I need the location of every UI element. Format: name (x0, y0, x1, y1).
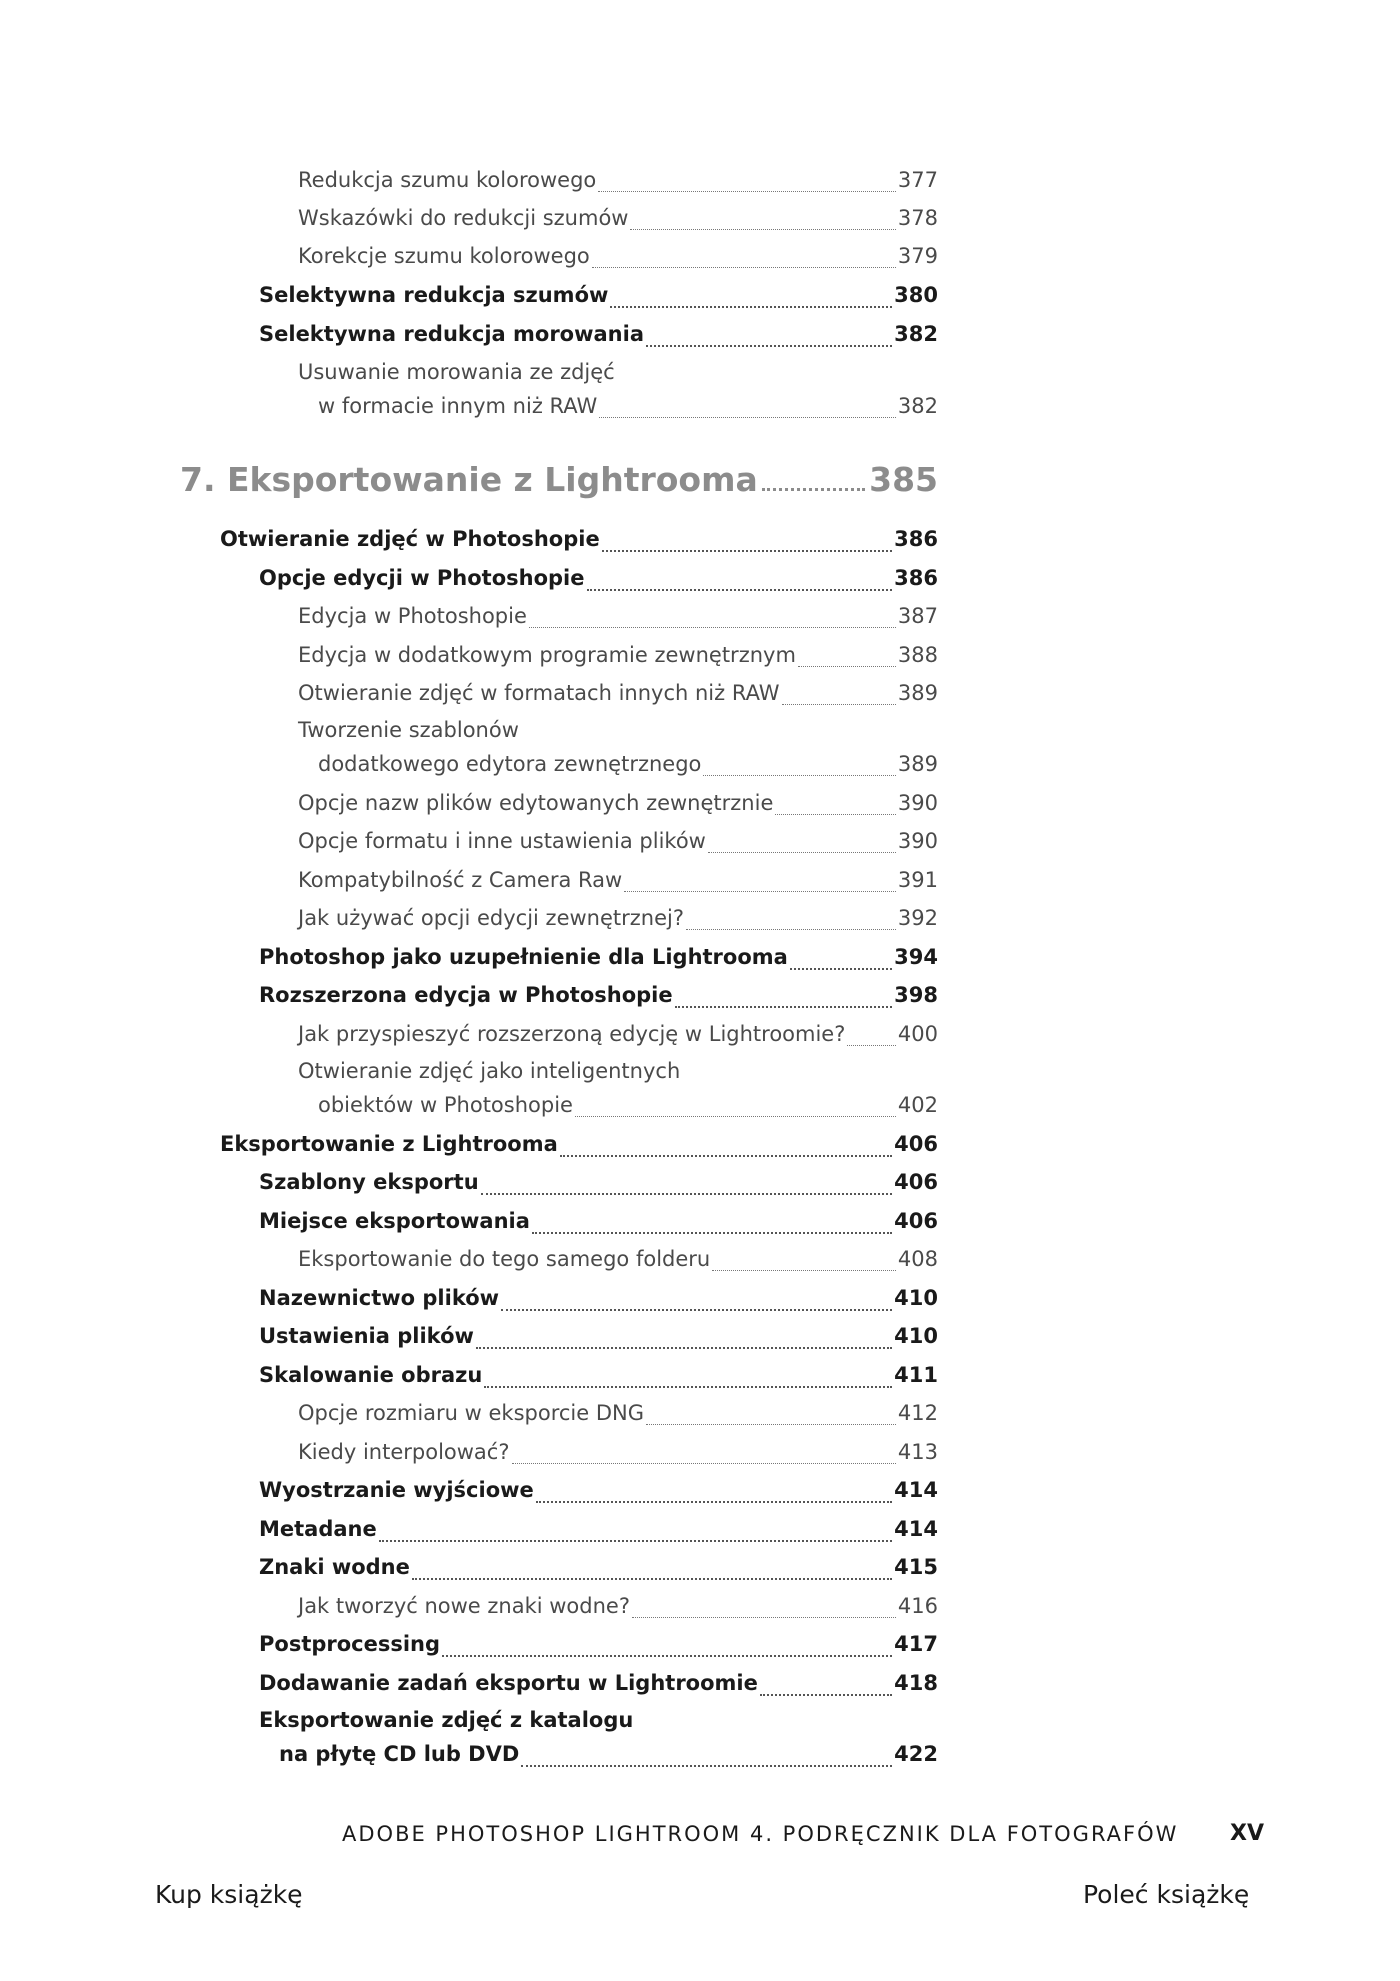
toc-page-number: 392 (897, 906, 938, 930)
toc-page-number: 398 (894, 983, 938, 1007)
toc-page-number: 394 (894, 945, 938, 969)
toc-entry-label: Korekcje szumu kolorowego (298, 244, 590, 268)
toc-entry-label: Postprocessing (259, 1632, 441, 1656)
toc-entry (298, 829, 938, 859)
toc-entry (298, 1022, 938, 1052)
toc-entry-label-line2: na płytę CD lub DVD (279, 1742, 520, 1766)
toc-page-number: 388 (897, 643, 938, 667)
toc-entry (298, 394, 938, 424)
toc-entry (298, 1440, 938, 1470)
toc-page-number: 422 (894, 1742, 938, 1766)
toc-page-number: 406 (894, 1132, 938, 1156)
toc-entry-label: Opcje rozmiaru w eksporcie DNG (298, 1401, 645, 1425)
toc-entry-label-line1: Usuwanie morowania ze zdjęć (298, 360, 615, 384)
toc-entry (259, 322, 938, 352)
toc-page-number: 413 (897, 1440, 938, 1464)
toc-page-number: 389 (897, 752, 938, 776)
toc-entry-label: Kiedy interpolować? (298, 1440, 510, 1464)
toc-entry-label: Redukcja szumu kolorowego (298, 168, 597, 192)
toc-page-number: 417 (894, 1632, 938, 1656)
dot-leader (790, 967, 892, 970)
toc-entry-label: Jak używać opcji edycji zewnętrznej? (298, 906, 685, 930)
toc-entry-label: Jak przyspieszyć rozszerzoną edycję w Lightroomie? (298, 1022, 846, 1046)
dot-leader (602, 549, 892, 552)
toc-entry-label: Eksportowanie z Lightrooma (220, 1132, 558, 1156)
dot-leader (712, 1269, 896, 1271)
toc-entry (220, 527, 938, 557)
toc-entry (298, 1247, 938, 1277)
toc-entry (259, 1517, 938, 1547)
toc-entry-label-line1: Eksportowanie zdjęć z katalogu (259, 1708, 634, 1732)
toc-entry-label: Rozszerzona edycja w Photoshopie (259, 983, 673, 1007)
toc-entry (298, 906, 938, 936)
dot-leader (529, 626, 896, 628)
recommend-book-link[interactable]: Poleć książkę (1083, 1880, 1250, 1909)
toc-page-number: 380 (894, 283, 938, 307)
toc-entry (259, 1324, 938, 1354)
toc-page-number: 410 (894, 1286, 938, 1310)
chapter-heading (180, 460, 938, 499)
toc-page-number: 391 (897, 868, 938, 892)
toc-entry (259, 1742, 938, 1772)
toc-page-number: 377 (897, 168, 938, 192)
dot-leader (847, 1044, 896, 1046)
toc-page-number: 411 (894, 1363, 938, 1387)
toc-page-number: 410 (894, 1324, 938, 1348)
dot-leader (798, 665, 896, 667)
toc-entry-label: Metadane (259, 1517, 377, 1541)
toc-entry-label: Znaki wodne (259, 1555, 410, 1579)
dot-leader (560, 1154, 892, 1157)
toc-entry (298, 168, 938, 198)
toc-entry (298, 791, 938, 821)
toc-entry (298, 752, 938, 782)
toc-entry-label: Photoshop jako uzupełnienie dla Lightrooma (259, 945, 788, 969)
toc-entry-label: Selektywna redukcja szumów (259, 283, 609, 307)
toc-entry (259, 1209, 938, 1239)
toc-entry-label: Kompatybilność z Camera Raw (298, 868, 623, 892)
toc-entry-label-line1: Otwieranie zdjęć jako inteligentnych (298, 1059, 681, 1083)
dot-leader (598, 190, 896, 192)
buy-book-link[interactable]: Kup książkę (155, 1880, 303, 1909)
toc-entry (298, 681, 938, 711)
toc-page-number: 415 (894, 1555, 938, 1579)
dot-leader (646, 1423, 896, 1425)
toc-entry-label: Selektywna redukcja morowania (259, 322, 644, 346)
dot-leader (481, 1192, 893, 1195)
dot-leader (630, 228, 895, 230)
toc-entry (298, 1401, 938, 1431)
toc-page-number: 418 (894, 1671, 938, 1695)
toc-entry-label: Opcje edycji w Photoshopie (259, 566, 585, 590)
dot-leader (775, 813, 896, 815)
toc-entry (298, 643, 938, 673)
dot-leader (501, 1308, 892, 1311)
toc-page-number: 382 (897, 394, 938, 418)
toc-entry-label: Opcje formatu i inne ustawienia plików (298, 829, 706, 853)
toc-page-number: 389 (897, 681, 938, 705)
toc-entry-label: Opcje nazw plików edytowanych zewnętrznie (298, 791, 774, 815)
toc-entry (259, 283, 938, 313)
toc-entry-label-line2: obiektów w Photoshopie (318, 1093, 573, 1117)
toc-entry (259, 1170, 938, 1200)
dot-leader (610, 305, 892, 308)
dot-leader (521, 1764, 892, 1767)
toc-entry (259, 1363, 938, 1393)
toc-page-number: 390 (897, 829, 938, 853)
chapter-page-number: 385 (869, 460, 938, 499)
toc-entry-label: Edycja w Photoshopie (298, 604, 527, 628)
dot-leader (442, 1654, 892, 1657)
dot-leader (484, 1385, 892, 1388)
toc-entry-label-line2: dodatkowego edytora zewnętrznego (318, 752, 702, 776)
toc-entry-label: Otwieranie zdjęć w Photoshopie (220, 527, 600, 551)
toc-entry (259, 983, 938, 1013)
toc-entry (298, 1093, 938, 1123)
toc-entry (259, 1632, 938, 1662)
dot-leader (782, 703, 896, 705)
toc-page-number: 379 (897, 244, 938, 268)
toc-page-number: 387 (897, 604, 938, 628)
toc-entry (259, 945, 938, 975)
toc-page-number: 386 (894, 527, 938, 551)
toc-page-number: 378 (897, 206, 938, 230)
toc-page-number: 400 (897, 1022, 938, 1046)
dot-leader (703, 774, 896, 776)
toc-entry (298, 868, 938, 898)
toc-page-number: 390 (897, 791, 938, 815)
toc-page-number: 408 (897, 1247, 938, 1271)
toc-page-number: 386 (894, 566, 938, 590)
toc-entry (259, 1555, 938, 1585)
toc-entry (259, 566, 938, 596)
toc-page-number: 382 (894, 322, 938, 346)
dot-leader (675, 1005, 893, 1008)
toc-entry (259, 1671, 938, 1701)
toc-entry (259, 1478, 938, 1508)
dot-leader (624, 890, 896, 892)
dot-leader (686, 928, 896, 930)
page-folio: XV (1230, 1821, 1264, 1846)
toc-entry (220, 1132, 938, 1162)
dot-leader (632, 1616, 896, 1618)
dot-leader (708, 851, 896, 853)
toc-page-number: 414 (894, 1478, 938, 1502)
toc-page-number: 414 (894, 1517, 938, 1541)
toc-entry (298, 244, 938, 274)
dot-leader (536, 1500, 892, 1503)
dot-leader (762, 487, 865, 491)
toc-entry-label: Ustawienia plików (259, 1324, 474, 1348)
toc-entry-label: Szablony eksportu (259, 1170, 479, 1194)
toc-entry (298, 1594, 938, 1624)
dot-leader (512, 1462, 896, 1464)
toc-entry-label: Dodawanie zadań eksportu w Lightroomie (259, 1671, 758, 1695)
toc-entry (298, 206, 938, 236)
toc-page-number: 416 (897, 1594, 938, 1618)
toc-entry-label: Wyostrzanie wyjściowe (259, 1478, 534, 1502)
dot-leader (532, 1231, 892, 1234)
toc-entry-label: Otwieranie zdjęć w formatach innych niż RAW (298, 681, 780, 705)
toc-entry-label: Eksportowanie do tego samego folderu (298, 1247, 711, 1271)
toc-entry-label: Skalowanie obrazu (259, 1363, 483, 1387)
dot-leader (599, 416, 896, 418)
toc-entry-label: Wskazówki do redukcji szumów (298, 206, 629, 230)
dot-leader (646, 344, 892, 347)
toc-entry-label: Miejsce eksportowania (259, 1209, 530, 1233)
chapter-title: 7. Eksportowanie z Lightrooma (180, 460, 758, 499)
dot-leader (412, 1577, 892, 1580)
toc-entry-label-line1: Tworzenie szablonów (298, 718, 519, 742)
toc-entry (298, 604, 938, 634)
toc-page-number: 406 (894, 1170, 938, 1194)
running-footer-title: ADOBE PHOTOSHOP LIGHTROOM 4. PODRĘCZNIK DLA FOTOGRAFÓW (342, 1822, 1179, 1846)
toc-entry-label: Jak tworzyć nowe znaki wodne? (298, 1594, 630, 1618)
dot-leader (575, 1115, 896, 1117)
toc-entry-label: Nazewnictwo plików (259, 1286, 500, 1310)
dot-leader (476, 1346, 892, 1349)
toc-page-number: 412 (897, 1401, 938, 1425)
toc-entry-label-line2: w formacie innym niż RAW (318, 394, 598, 418)
dot-leader (587, 588, 893, 591)
toc-entry (259, 1286, 938, 1316)
dot-leader (760, 1693, 892, 1696)
toc-entry-label: Edycja w dodatkowym programie zewnętrznym (298, 643, 796, 667)
dot-leader (592, 266, 896, 268)
dot-leader (379, 1539, 892, 1542)
toc-page-number: 406 (894, 1209, 938, 1233)
toc-page-number: 402 (897, 1093, 938, 1117)
